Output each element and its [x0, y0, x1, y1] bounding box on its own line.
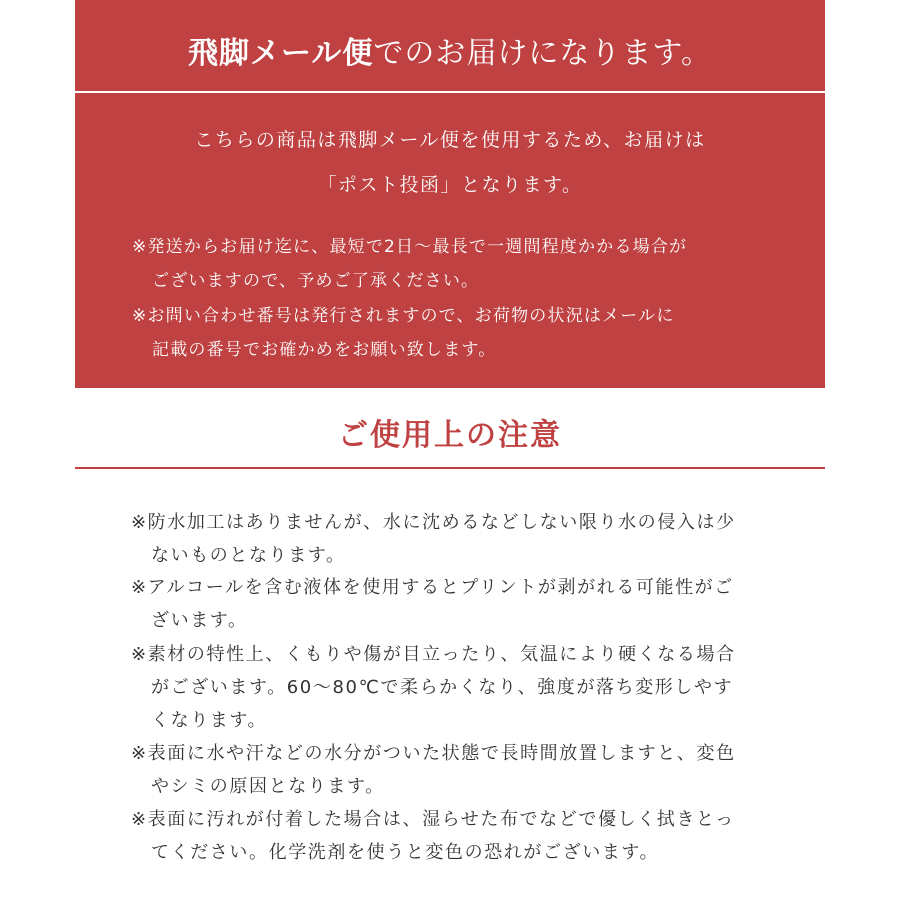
caution-note-line: ※表面に汚れが付着した場合は、湿らせた布でなどで優しく拭きとっ: [131, 809, 735, 830]
shipping-note-line: 記載の番号でお確かめをお願い致します。: [152, 340, 497, 360]
caution-note-line: てください。化学洗剤を使うと変色の恐れがございます。: [151, 842, 660, 863]
caution-note-line: ないものとなります。: [151, 545, 346, 566]
caution-note-line: ざいます。: [151, 610, 248, 631]
caution-note-line: ※表面に水や汗などの水分がついた状態で長時間放置しますと、変色: [131, 743, 736, 764]
shipping-title-rest: でのお届けになります。: [373, 36, 712, 71]
shipping-info-panel: [75, 0, 825, 388]
caution-note-line: やシミの原因となります。: [151, 776, 385, 797]
shipping-note-line: ※発送からお届け迄に、最短で2日〜最長で一週間程度かかる場合が: [132, 237, 688, 257]
shipping-divider: [75, 91, 825, 93]
shipping-note-line: ございますので、予めご了承ください。: [152, 271, 480, 291]
shipping-title-bold: 飛脚メール便: [187, 36, 374, 71]
shipping-intro-line: こちらの商品は飛脚メール便を使用するため、お届けは: [194, 129, 706, 151]
caution-title: ご使用上の注意: [338, 418, 562, 453]
shipping-title: [75, 28, 825, 72]
shipping-note-line: ※お問い合わせ番号は発行されますので、お荷物の状況はメールに: [132, 306, 675, 326]
caution-note-line: ※アルコールを含む液体を使用するとプリントが剥がれる可能性がご: [131, 577, 734, 598]
caution-note-line: くなります。: [151, 710, 268, 731]
caution-note-line: ※素材の特性上、くもりや傷が目立ったり、気温により硬くなる場合: [131, 644, 736, 665]
shipping-intro-line: 「ポスト投函」となります。: [317, 174, 583, 196]
caution-divider: [75, 467, 825, 469]
caution-note-line: ※防水加工はありませんが、水に沈めるなどしない限り水の侵入は少: [131, 512, 736, 533]
caution-note-line: がございます。60〜80℃で柔らかくなり、強度が落ち変形しやす: [151, 677, 734, 698]
